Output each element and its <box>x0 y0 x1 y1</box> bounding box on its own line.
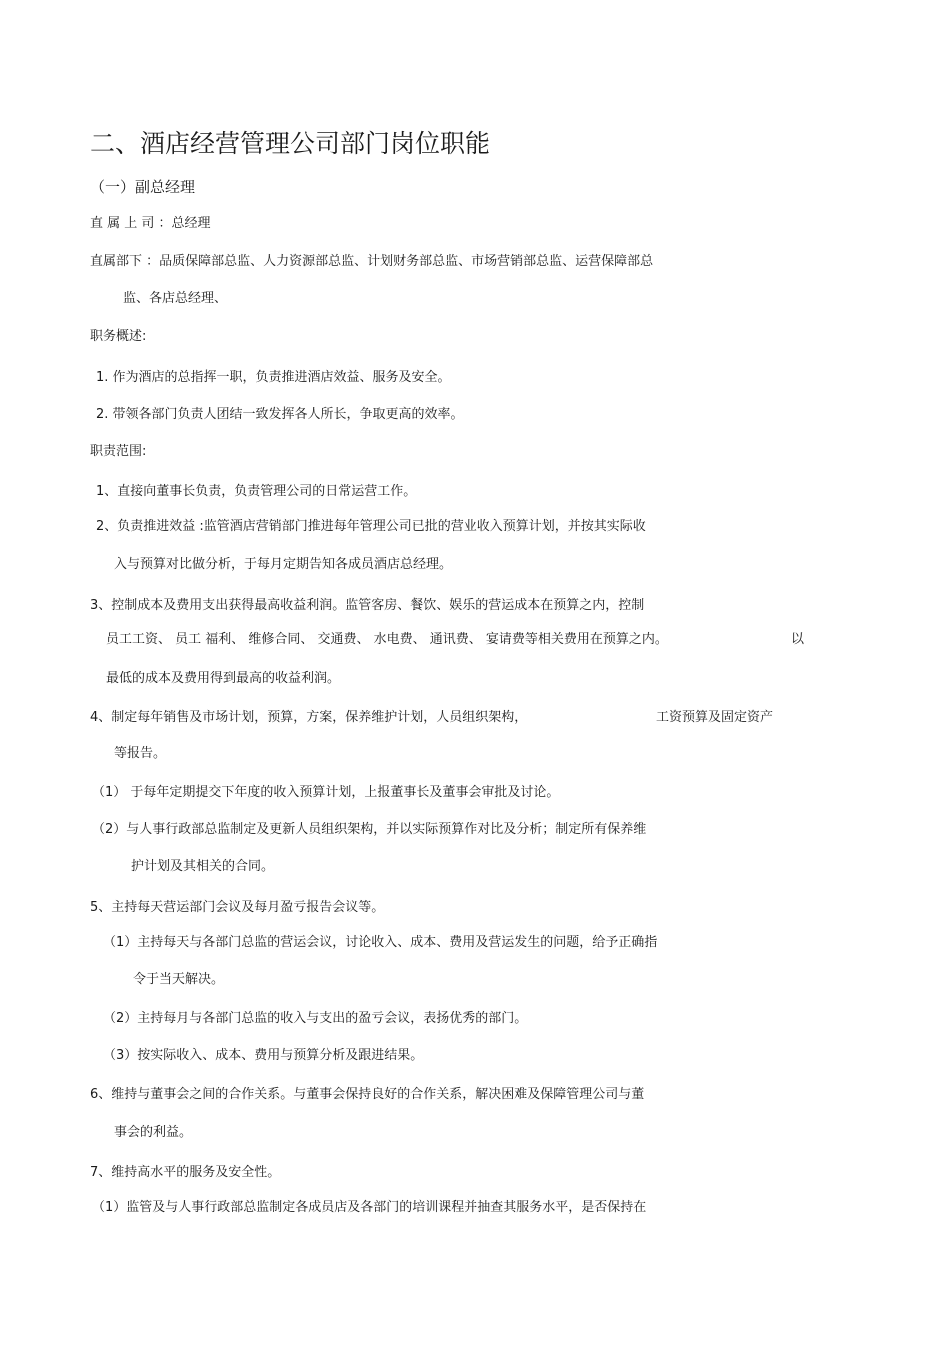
scope-item: 7、维持高水平的服务及安全性。 <box>90 1165 281 1180</box>
sub-item: （2）主持每月与各部门总监的收入与支出的盈亏会议，表扬优秀的部门。 <box>103 1011 528 1026</box>
scope-item-cont-fragment: 以 <box>791 632 805 647</box>
scope-item: 5、主持每天营运部门会议及每月盈亏报告会议等。 <box>90 900 385 915</box>
sub-item: （1）监管及与人事行政部总监制定各成员店及各部门的培训课程并抽查其服务水平，是否保持在 <box>92 1200 647 1215</box>
scope-item: 6、维持与董事会之间的合作关系。与董事会保持良好的合作关系，解决困难及保障管理公司与董 <box>90 1087 645 1102</box>
scope-item-fragment: 工资预算及固定资产 <box>656 710 774 725</box>
scope-item-cont: 最低的成本及费用得到最高的收益利润。 <box>106 671 341 686</box>
sub-item-cont: 令于当天解决。 <box>133 972 225 987</box>
sub-item: （1）主持每天与各部门总监的营运会议，讨论收入、成本、费用及营运发生的问题，给予正确指 <box>103 935 658 950</box>
scope-item-cont: 入与预算对比做分析，于每月定期告知各成员酒店总经理。 <box>114 557 453 572</box>
section-title: 二、酒店经营管理公司部门岗位职能 <box>90 129 491 158</box>
scope-item-cont: 事会的利益。 <box>114 1125 193 1140</box>
scope-item-cont: 等报告。 <box>114 746 167 761</box>
supervisor-line: 直 属 上 司 ：总经理 <box>90 216 211 231</box>
overview-item: 1. 作为酒店的总指挥一职，负责推进酒店效益、服务及安全。 <box>96 370 451 385</box>
subordinates-line-cont: 监、各店总经理、 <box>123 291 228 306</box>
scope-item-cont: 员工工资、 员工 福利、 维修合同、 交通费、 水电费、 通讯费、 宴请费等相关费用在预算之内。 <box>106 632 668 647</box>
sub-item-cont: 护计划及其相关的合同。 <box>131 859 275 874</box>
overview-item: 2. 带领各部门负责人团结一致发挥各人所长，争取更高的效率。 <box>96 407 464 422</box>
overview-heading: 职务概述: <box>90 329 147 344</box>
scope-heading: 职责范围: <box>90 444 147 459</box>
scope-item: 1、直接向董事长负责，负责管理公司的日常运营工作。 <box>96 484 417 499</box>
sub-item: （1） 于每年定期提交下年度的收入预算计划，上报董事长及董事会审批及讨论。 <box>92 785 560 800</box>
sub-item: （3）按实际收入、成本、费用与预算分析及跟进结果。 <box>103 1048 424 1063</box>
sub-item: （2）与人事行政部总监制定及更新人员组织架构，并以实际预算作对比及分析；制定所有保养维 <box>92 822 647 837</box>
subsection-title: （一）副总经理 <box>90 178 196 196</box>
scope-item: 4、制定每年销售及市场计划，预算，方案，保养维护计划，人员组织架构， <box>90 710 528 725</box>
scope-item: 2、负责推进效益 :监管酒店营销部门推进每年管理公司已批的营业收入预算计划，并按其实际收 <box>96 519 646 534</box>
subordinates-line: 直属部下 ：品质保障部总监、人力资源部总监、计划财务部总监、市场营销部总监、运营保障部总 <box>90 254 654 269</box>
scope-item: 3、控制成本及费用支出获得最高收益利润。监管客房、餐饮、娱乐的营运成本在预算之内，控制 <box>90 598 645 613</box>
